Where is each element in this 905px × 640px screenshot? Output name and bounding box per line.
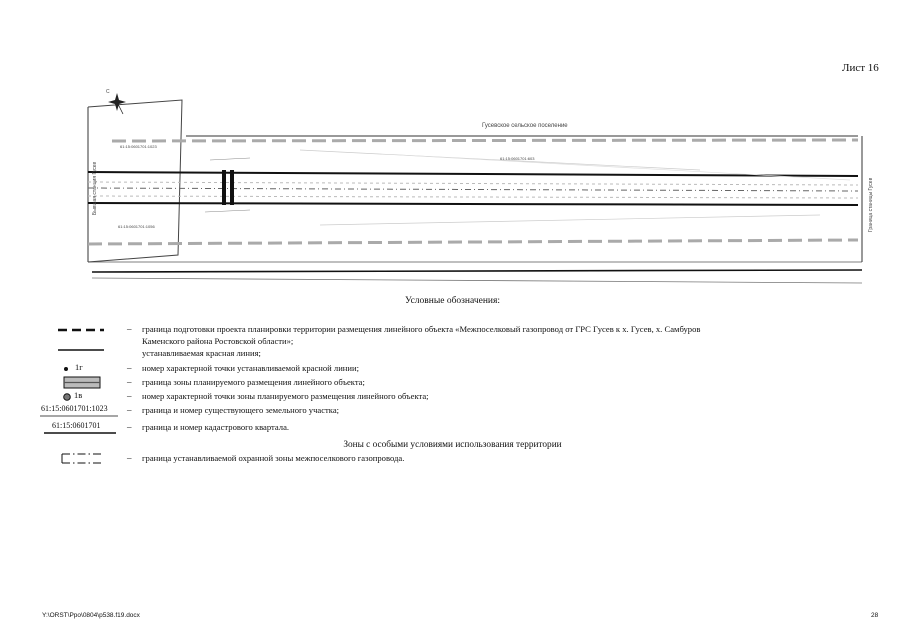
legend-text: граница подготовки проекта планировки территории размещения линейного объекта «Межпоселковый газопровод от ГРС Гусев к х. Гусев, х. Самбуров [142, 324, 701, 334]
legend-dash: – [127, 377, 132, 387]
red-line-bottom [88, 203, 858, 205]
footer-file-path: Y:\ORST\Ppo\0804\p538.f19.docx [42, 612, 140, 619]
legend-item-cadastral-quarter [0, 421, 905, 435]
point-symbol-label: 1г [75, 363, 83, 372]
legend-item-zone-boundary [0, 376, 905, 390]
legend-item-land-parcel [0, 404, 905, 418]
dashed-boundary-symbol [52, 323, 108, 337]
legend-dash: – [127, 422, 132, 432]
legend-text: номер характерной точки зоны планируемого размещения линейного объекта; [142, 391, 429, 401]
legend-item-planning-boundary [0, 323, 905, 346]
legend-dash: – [127, 363, 132, 373]
legend-title: Условные обозначения: [404, 296, 500, 306]
page-number: 28 [871, 612, 879, 619]
road-line [92, 270, 862, 272]
planning-boundary-bottom [88, 240, 858, 244]
north-arrow-icon [108, 93, 126, 114]
protection-zone-top [88, 182, 858, 185]
legend-text: граница и номер существующего земельного участка; [142, 405, 340, 415]
legend-text: граница и номер кадастрового квартала. [142, 422, 290, 432]
legend-dash: – [127, 324, 132, 334]
zones-title: Зоны с особыми условиями использования территории [343, 440, 562, 450]
legend-text-continuation: Каменского района Ростовской области»; [142, 336, 294, 346]
parcel-label-top-left: 61:15:0601701:1023 [120, 144, 157, 149]
legend-dash: – [127, 453, 132, 463]
map-right-label: Граница станицы Гусев [868, 177, 874, 232]
parcel-label-bottom-left: 61:15:0601701:1056 [118, 224, 155, 229]
legend-item-zone-point [0, 390, 905, 404]
gas-pipeline-axis [88, 188, 858, 191]
parcel-underline [40, 415, 120, 418]
planning-boundary-top [112, 140, 858, 141]
parcel-number-sample: 61:15:0601701:1023 [41, 404, 108, 413]
map-top-label: Гусевское сельское поселение [482, 123, 568, 129]
map-left-label: Бывшая станция Гусев [92, 161, 98, 215]
legend-item-red-line [0, 347, 905, 361]
protection-zone-symbol [52, 452, 108, 466]
protection-zone-bottom [88, 196, 858, 198]
legend-dash: – [127, 391, 132, 401]
map-polygon-left [88, 100, 182, 262]
legend-text: номер характерной точки устанавливаемой красной линии; [142, 363, 359, 373]
legend-text: устанавливаемая красная линия; [142, 348, 261, 358]
parcel-label-mid: 61:15:0601701:603 [500, 156, 535, 161]
legend-item-protection-zone [0, 452, 905, 466]
legend-text: граница устанавливаемой охранной зоны межпоселкового газопровода. [142, 453, 405, 463]
zone-boundary-symbol [52, 376, 108, 390]
quarter-number-sample: 61:15:0601701 [52, 421, 101, 430]
quarter-underline [44, 432, 118, 435]
legend-dash: – [127, 405, 132, 415]
plan-map [0, 0, 905, 290]
sheet-label: Лист 16 [842, 62, 879, 74]
legend-text: граница зоны планируемого размещения линейного объекта; [142, 377, 365, 387]
north-symbol: С [106, 89, 110, 95]
legend-item-red-line-point [0, 362, 905, 376]
red-line-symbol [52, 347, 108, 361]
zone-point-label: 1в [74, 391, 83, 400]
